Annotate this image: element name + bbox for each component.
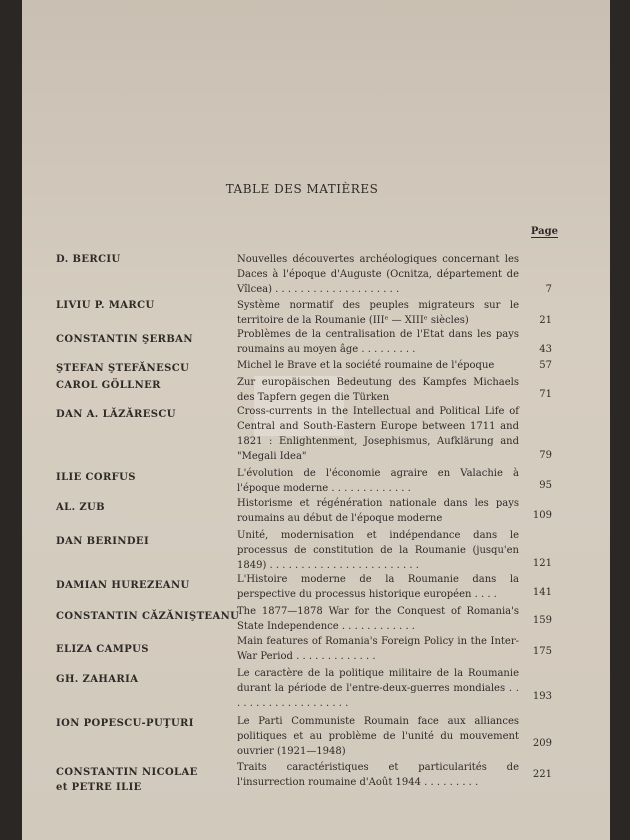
toc-author: ŞTEFAN ŞTEFĂNESCU <box>56 363 190 374</box>
toc-title: Unité, modernisation et indépendance dans le processus de constitution de la Roumanie (jusqu'en 1849) . . . . . . . . . . . . . . . . . . . . . . . . <box>237 530 519 571</box>
toc-page-number: 121 <box>532 558 552 569</box>
toc-title: Main features of Romania's Foreign Policy in the Inter-War Period . . . . . . . . . . . . . <box>237 636 519 662</box>
toc-author: DAN A. LĂZĂRESCU <box>56 409 176 420</box>
toc-page-number: 21 <box>539 315 552 326</box>
toc-title: Problèmes de la centralisation de l'Etat dans les pays roumains au moyen âge . . . . . . . . . <box>237 329 519 355</box>
toc-author: CONSTANTIN ŞERBAN <box>56 334 193 345</box>
toc-page-number: 43 <box>539 344 552 355</box>
toc-title: L'évolution de l'économie agraire en Valachie à l'époque moderne . . . . . . . . . . . . . <box>237 468 519 494</box>
page-column-header: Page <box>530 226 558 237</box>
page-title: TABLE DES MATIÈRES <box>225 182 379 196</box>
toc-page-number: 95 <box>539 480 552 491</box>
toc-author: DAMIAN HUREZEANU <box>56 580 190 591</box>
toc-author: D. BERCIU <box>56 254 121 265</box>
toc-page-number: 159 <box>532 615 552 626</box>
toc-author: DAN BERINDEI <box>56 536 150 547</box>
toc-page-number: 209 <box>532 738 552 749</box>
toc-title: Michel le Brave et la société roumaine de l'époque <box>237 360 495 371</box>
toc-title: Traits caractéristiques et particularités de l'insurrection roumaine d'Août 1944 . . . . . . . . . <box>237 762 519 788</box>
toc-author: CONSTANTIN CĂZĂNIŞTEANU <box>56 611 240 622</box>
toc-author: LIVIU P. MARCU <box>56 300 155 311</box>
toc-author: CONSTANTIN NICOLAE et PETRE ILIE <box>56 767 198 793</box>
toc-title: Zur europäischen Bedeutung des Kampfes Michaels des Tapfern gegen die Türken <box>237 377 519 403</box>
toc-page-number: 57 <box>539 360 552 371</box>
toc-title: Système normatif des peuples migrateurs sur le territoire de la Roumanie (IIIᵉ — XIIIᵉ siècles) <box>237 300 519 326</box>
toc-author: ION POPESCU-PUŢURI <box>56 718 194 729</box>
toc-title: Le Parti Communiste Roumain face aux alliances politiques et au problème de l'unité du mouvement ouvrier (1921—1948) <box>237 716 519 757</box>
toc-author: ILIE CORFUS <box>56 472 136 483</box>
toc-page-number: 193 <box>532 691 552 702</box>
toc-page-number: 71 <box>539 389 552 400</box>
toc-page-number: 175 <box>532 646 552 657</box>
toc-title: Historisme et régénération nationale dans les pays roumains au début de l'époque moderne <box>237 498 519 524</box>
toc-title: The 1877—1878 War for the Conquest of Romania's State Independence . . . . . . . . . . . . <box>237 606 519 632</box>
toc-page-number: 221 <box>532 769 552 780</box>
toc-title: L'Histoire moderne de la Roumanie dans la perspective du processus historique européen . . . . <box>237 574 519 600</box>
toc-page-number: 7 <box>545 284 552 295</box>
toc-title: Le caractère de la politique militaire de la Roumanie durant la période de l'entre-deux-guerres mondiales . . . . . . . . . . . . . . . . . . . . <box>237 668 519 709</box>
toc-author: ELIZA CAMPUS <box>56 644 149 655</box>
toc-author: CAROL GÖLLNER <box>56 380 161 391</box>
toc-title: Cross-currents in the Intellectual and Political Life of Central and South-Eastern Europe between 1711 and 1821 : Enlightenment, Josephismus, Aufklärung and "Megali Idea" <box>237 406 519 462</box>
book-page <box>22 0 610 840</box>
toc-page-number: 79 <box>539 450 552 461</box>
toc-author: GH. ZAHARIA <box>56 674 139 685</box>
toc-author: AL. ZUB <box>56 502 106 513</box>
toc-title: Nouvelles découvertes archéologiques concernant les Daces à l'époque d'Auguste (Ocnitza, département de Vîlcea) . . . . . . . . . . . . . . . . . . . . <box>237 254 519 295</box>
toc-page-number: 141 <box>532 587 552 598</box>
toc-page-number: 109 <box>532 510 552 521</box>
